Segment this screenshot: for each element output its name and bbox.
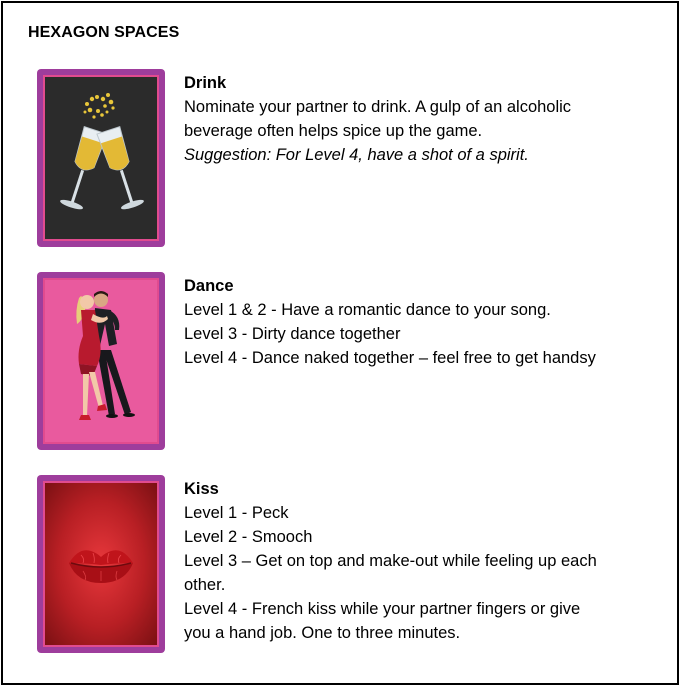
kiss-line: Level 4 - French kiss while your partner fingers or give xyxy=(184,600,581,618)
dance-section xyxy=(184,274,654,370)
drink-suggestion: Suggestion: For Level 4, have a shot of a spirit. xyxy=(184,146,529,164)
dance-card xyxy=(37,272,165,450)
kiss-title: Kiss xyxy=(184,480,219,498)
dance-title: Dance xyxy=(184,277,234,295)
dancing-couple-icon xyxy=(45,280,157,442)
drink-title: Drink xyxy=(184,74,227,92)
page-title: HEXAGON SPACES xyxy=(28,24,180,41)
lips-icon xyxy=(45,483,157,645)
kiss-line: you a hand job. One to three minutes. xyxy=(184,624,461,642)
dance-line: Level 4 - Dance naked together – feel free to get handsy xyxy=(184,349,596,367)
champagne-glasses-icon xyxy=(45,77,157,239)
drink-card xyxy=(37,69,165,247)
kiss-line: Level 1 - Peck xyxy=(184,504,289,522)
drink-line: beverage often helps spice up the game. xyxy=(184,122,483,140)
kiss-card xyxy=(37,475,165,653)
dance-line: Level 1 & 2 - Have a romantic dance to your song. xyxy=(184,301,551,319)
page-frame xyxy=(1,1,679,685)
kiss-line: other. xyxy=(184,576,226,594)
dance-line: Level 3 - Dirty dance together xyxy=(184,325,401,343)
drink-section xyxy=(184,71,654,167)
kiss-section xyxy=(184,477,654,645)
kiss-line: Level 2 - Smooch xyxy=(184,528,313,546)
drink-line: Nominate your partner to drink. A gulp of an alcoholic xyxy=(184,98,572,116)
kiss-line: Level 3 – Get on top and make-out while feeling up each xyxy=(184,552,597,570)
